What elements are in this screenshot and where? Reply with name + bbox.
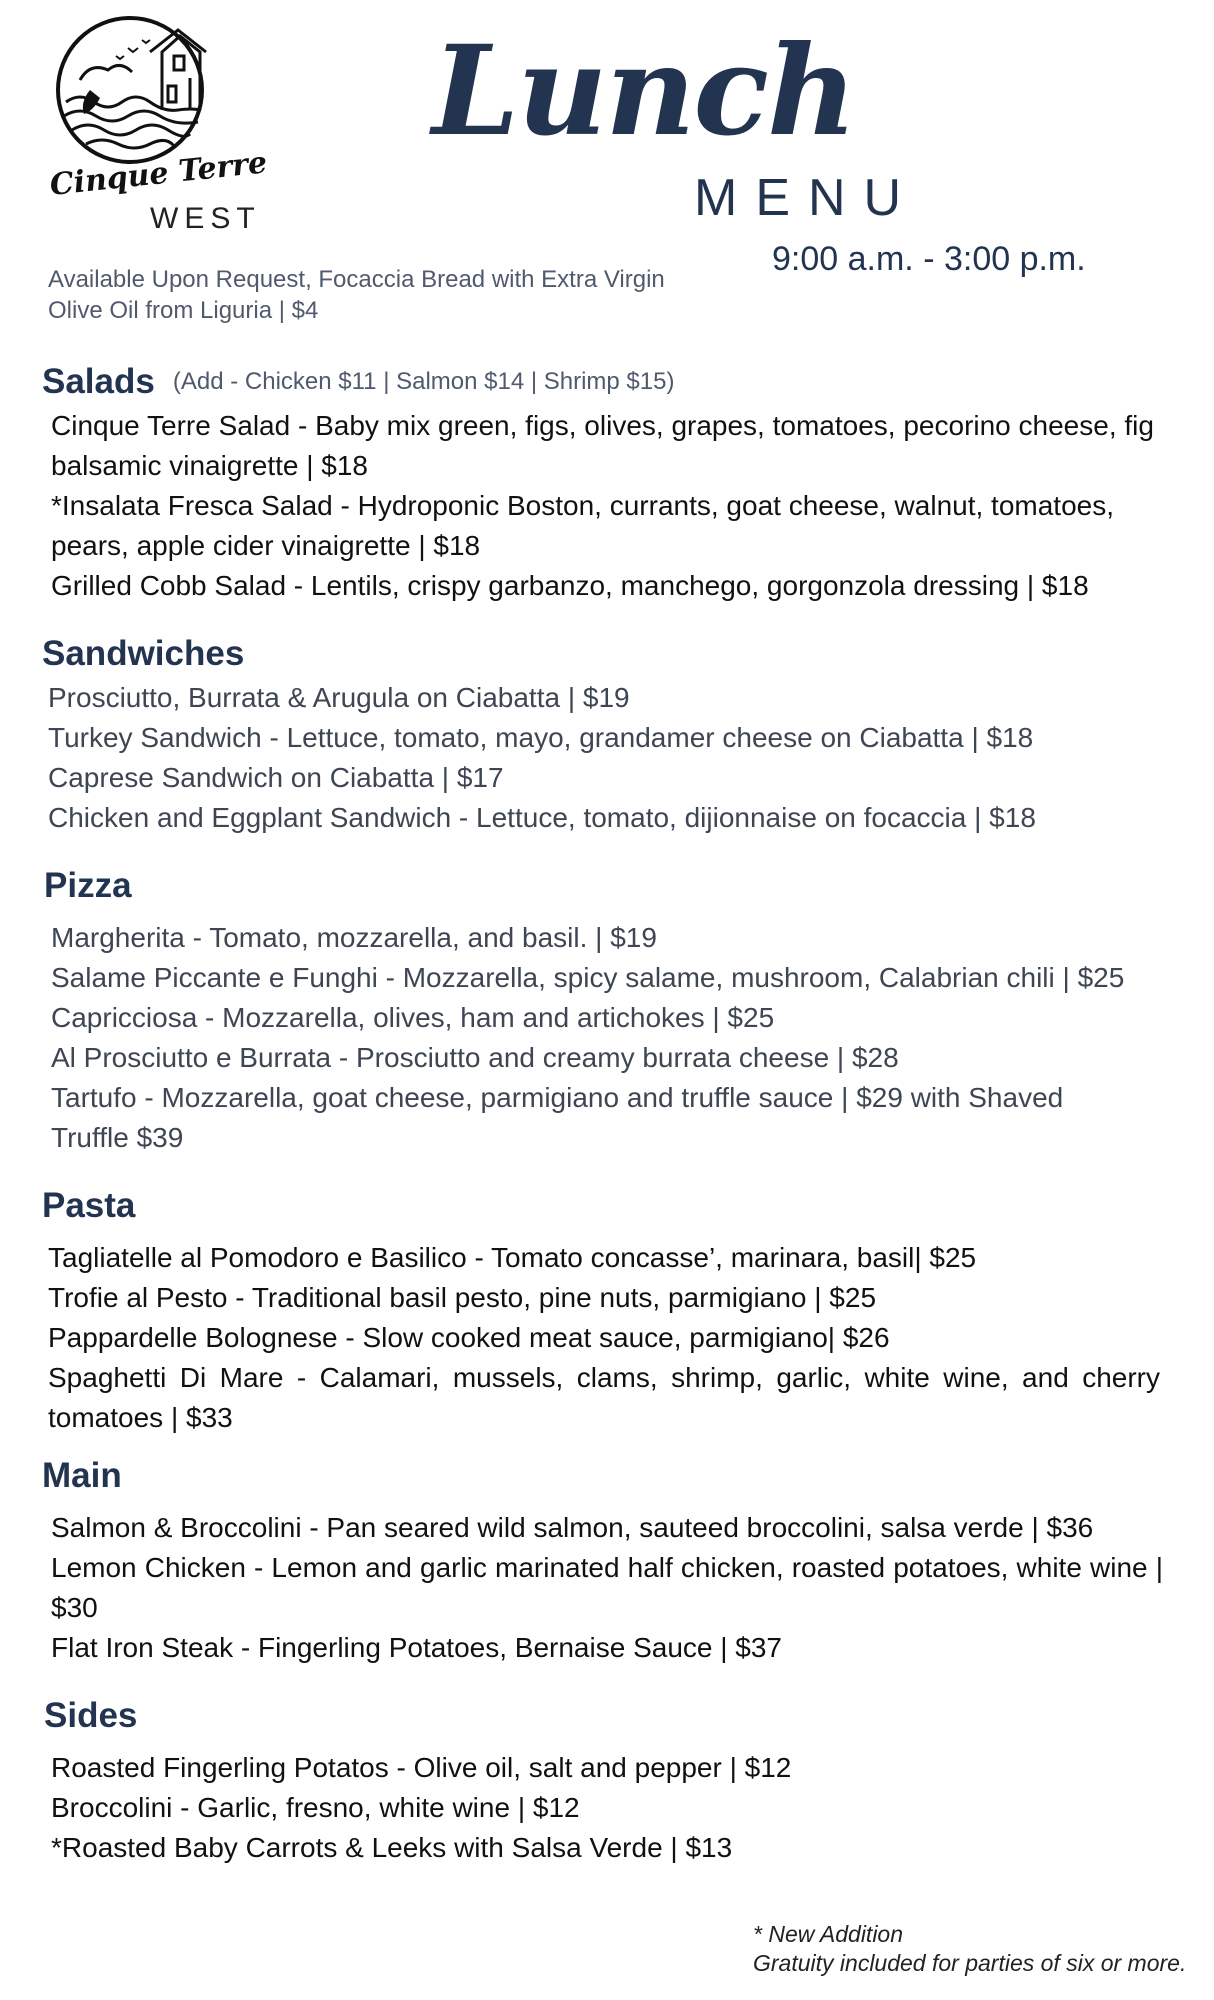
logo-script-name: Cinque Terre	[48, 145, 269, 203]
service-hours: 9:00 a.m. - 3:00 p.m.	[772, 240, 1086, 278]
menu-item: Broccolini - Garlic, fresno, white wine | $12	[51, 1792, 580, 1823]
menu-item: Spaghetti Di Mare - Calamari, mussels, clams, shrimp, garlic, white wine, and cherry tomatoes | $33	[48, 1362, 1160, 1433]
menu-item: Trofie al Pesto - Traditional basil pesto, pine nuts, parmigiano | $25	[48, 1282, 877, 1313]
logo-subname: WEST	[150, 202, 261, 235]
menu-item: Flat Iron Steak - Fingerling Potatoes, Bernaise Sauce | $37	[51, 1632, 783, 1663]
menu-item: *Insalata Fresca Salad - Hydroponic Boston, currants, goat cheese, walnut, tomatoes, pears, apple cider vinaigrette | $18	[51, 490, 1115, 561]
menu-item: Al Prosciutto e Burrata - Prosciutto and creamy burrata cheese | $28	[51, 1042, 899, 1073]
menu-item: Salmon & Broccolini - Pan seared wild salmon, sauteed broccolini, salsa verde | $36	[51, 1512, 1094, 1543]
section-salads-title	[42, 364, 674, 399]
pizza-list	[51, 918, 1131, 1158]
page-subtitle: MENU	[694, 169, 920, 227]
menu-item: Turkey Sandwich - Lettuce, tomato, mayo, grandamer cheese on Ciabatta | $18	[48, 722, 1034, 753]
main-list	[51, 1508, 1163, 1668]
salads-add-ons-note: (Add - Chicken $11 | Salmon $14 | Shrimp $15)	[172, 368, 675, 395]
menu-item: *Roasted Baby Carrots & Leeks with Salsa Verde | $13	[51, 1832, 733, 1863]
menu-item: Roasted Fingerling Potatos - Olive oil, salt and pepper | $12	[51, 1752, 792, 1783]
pasta-list	[48, 1238, 1160, 1438]
section-sides-title: Sides	[44, 1696, 138, 1735]
salads-list	[51, 406, 1193, 606]
menu-item: Cinque Terre Salad - Baby mix green, figs, olives, grapes, tomatoes, pecorino cheese, fig balsamic vinaigrette | $18	[51, 410, 1154, 481]
menu-item: Grilled Cobb Salad - Lentils, crispy garbanzo, manchego, gorgonzola dressing | $18	[51, 570, 1089, 601]
section-pizza-title: Pizza	[44, 866, 132, 905]
gratuity-note: Gratuity included for parties of six or more.	[753, 1950, 1187, 1976]
menu-item: Pappardelle Bolognese - Slow cooked meat sauce, parmigiano| $26	[48, 1322, 890, 1353]
section-sandwiches-title: Sandwiches	[42, 634, 245, 673]
menu-item: Tartufo - Mozzarella, goat cheese, parmigiano and truffle sauce | $29 with Shaved Truffle $39	[51, 1082, 1064, 1153]
section-salads-heading: Salads	[42, 362, 155, 401]
new-addition-note: * New Addition	[753, 1921, 904, 1947]
section-pasta-title: Pasta	[42, 1186, 136, 1225]
menu-item: Prosciutto, Burrata & Arugula on Ciabatta | $19	[48, 682, 630, 713]
menu-item: Tagliatelle al Pomodoro e Basilico - Tomato concasse’, marinara, basil| $25	[48, 1242, 977, 1273]
menu-item: Margherita - Tomato, mozzarella, and basil. | $19	[51, 922, 657, 953]
sandwiches-list	[48, 678, 1188, 838]
sides-list	[51, 1748, 1151, 1868]
menu-item: Salame Piccante e Funghi - Mozzarella, spicy salame, mushroom, Calabrian chili | $25	[51, 962, 1125, 993]
menu-item: Caprese Sandwich on Ciabatta | $17	[48, 762, 504, 793]
bread-note: Available Upon Request, Focaccia Bread with Extra Virgin Olive Oil from Liguria | $4	[48, 266, 665, 324]
section-main-title: Main	[42, 1456, 122, 1495]
page-title: Lunch	[432, 19, 856, 164]
menu-item: Chicken and Eggplant Sandwich - Lettuce, tomato, dijionnaise on focaccia | $18	[48, 802, 1036, 833]
menu-item: Capricciosa - Mozzarella, olives, ham and artichokes | $25	[51, 1002, 775, 1033]
footer-notes	[753, 1920, 1186, 1978]
menu-item: Lemon Chicken - Lemon and garlic marinated half chicken, roasted potatoes, white wine | $30	[51, 1552, 1163, 1623]
